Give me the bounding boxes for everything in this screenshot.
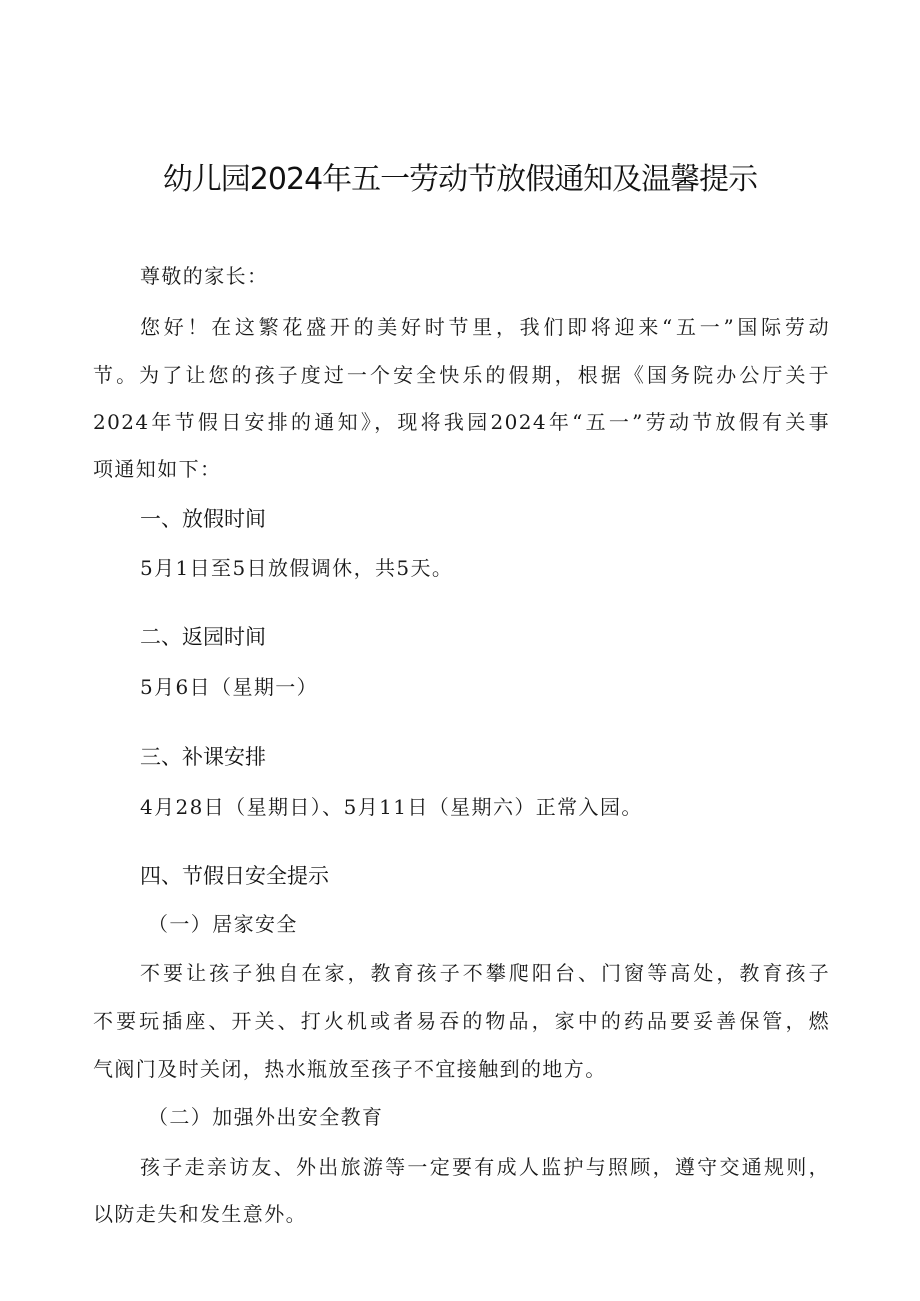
makeup-text: 4月28日（星期日）、5月11日（星期六）正常入园。: [140, 795, 643, 819]
section-heading-holiday: 一、放假时间: [140, 507, 266, 531]
outing-line: 以防走失和发生意外。: [93, 1202, 307, 1226]
page-title: 幼儿园2024年五一劳动节放假通知及温馨提示: [162, 162, 758, 197]
subheading-home: （一）居家安全: [148, 912, 298, 936]
home-line: 气阀门及时关闭，热水瓶放至孩子不宜接触到的地方。: [93, 1057, 607, 1081]
return-text: 5月6日（星期一）: [140, 675, 319, 699]
outing-line: 孩子走亲访友、外出旅游等一定要有成人监护与照顾，遵守交通规则，: [140, 1155, 830, 1179]
home-line: 不要玩插座、开关、打火机或者易吞的物品，家中的药品要妥善保管，燃: [93, 1009, 830, 1033]
section-heading-makeup: 三、补课安排: [140, 745, 266, 769]
holiday-text: 5月1日至5日放假调休，共5天。: [140, 556, 454, 580]
section-heading-safety: 四、节假日安全提示: [140, 864, 329, 888]
section-heading-return: 二、返园时间: [140, 625, 266, 649]
intro-line: 2024年节假日安排的通知》，现将我园2024年“五一”劳动节放假有关事: [93, 410, 830, 434]
intro-line: 节。为了让您的孩子度过一个安全快乐的假期，根据《国务院办公厅关于: [93, 363, 830, 387]
intro-line: 您好！在这繁花盛开的美好时节里，我们即将迎来“五一”国际劳动: [140, 315, 830, 339]
subheading-outing: （二）加强外出安全教育: [148, 1105, 384, 1129]
salutation: 尊敬的家长：: [140, 264, 269, 288]
intro-line: 项通知如下：: [93, 457, 222, 481]
home-line: 不要让孩子独自在家，教育孩子不攀爬阳台、门窗等高处，教育孩子: [140, 961, 830, 985]
